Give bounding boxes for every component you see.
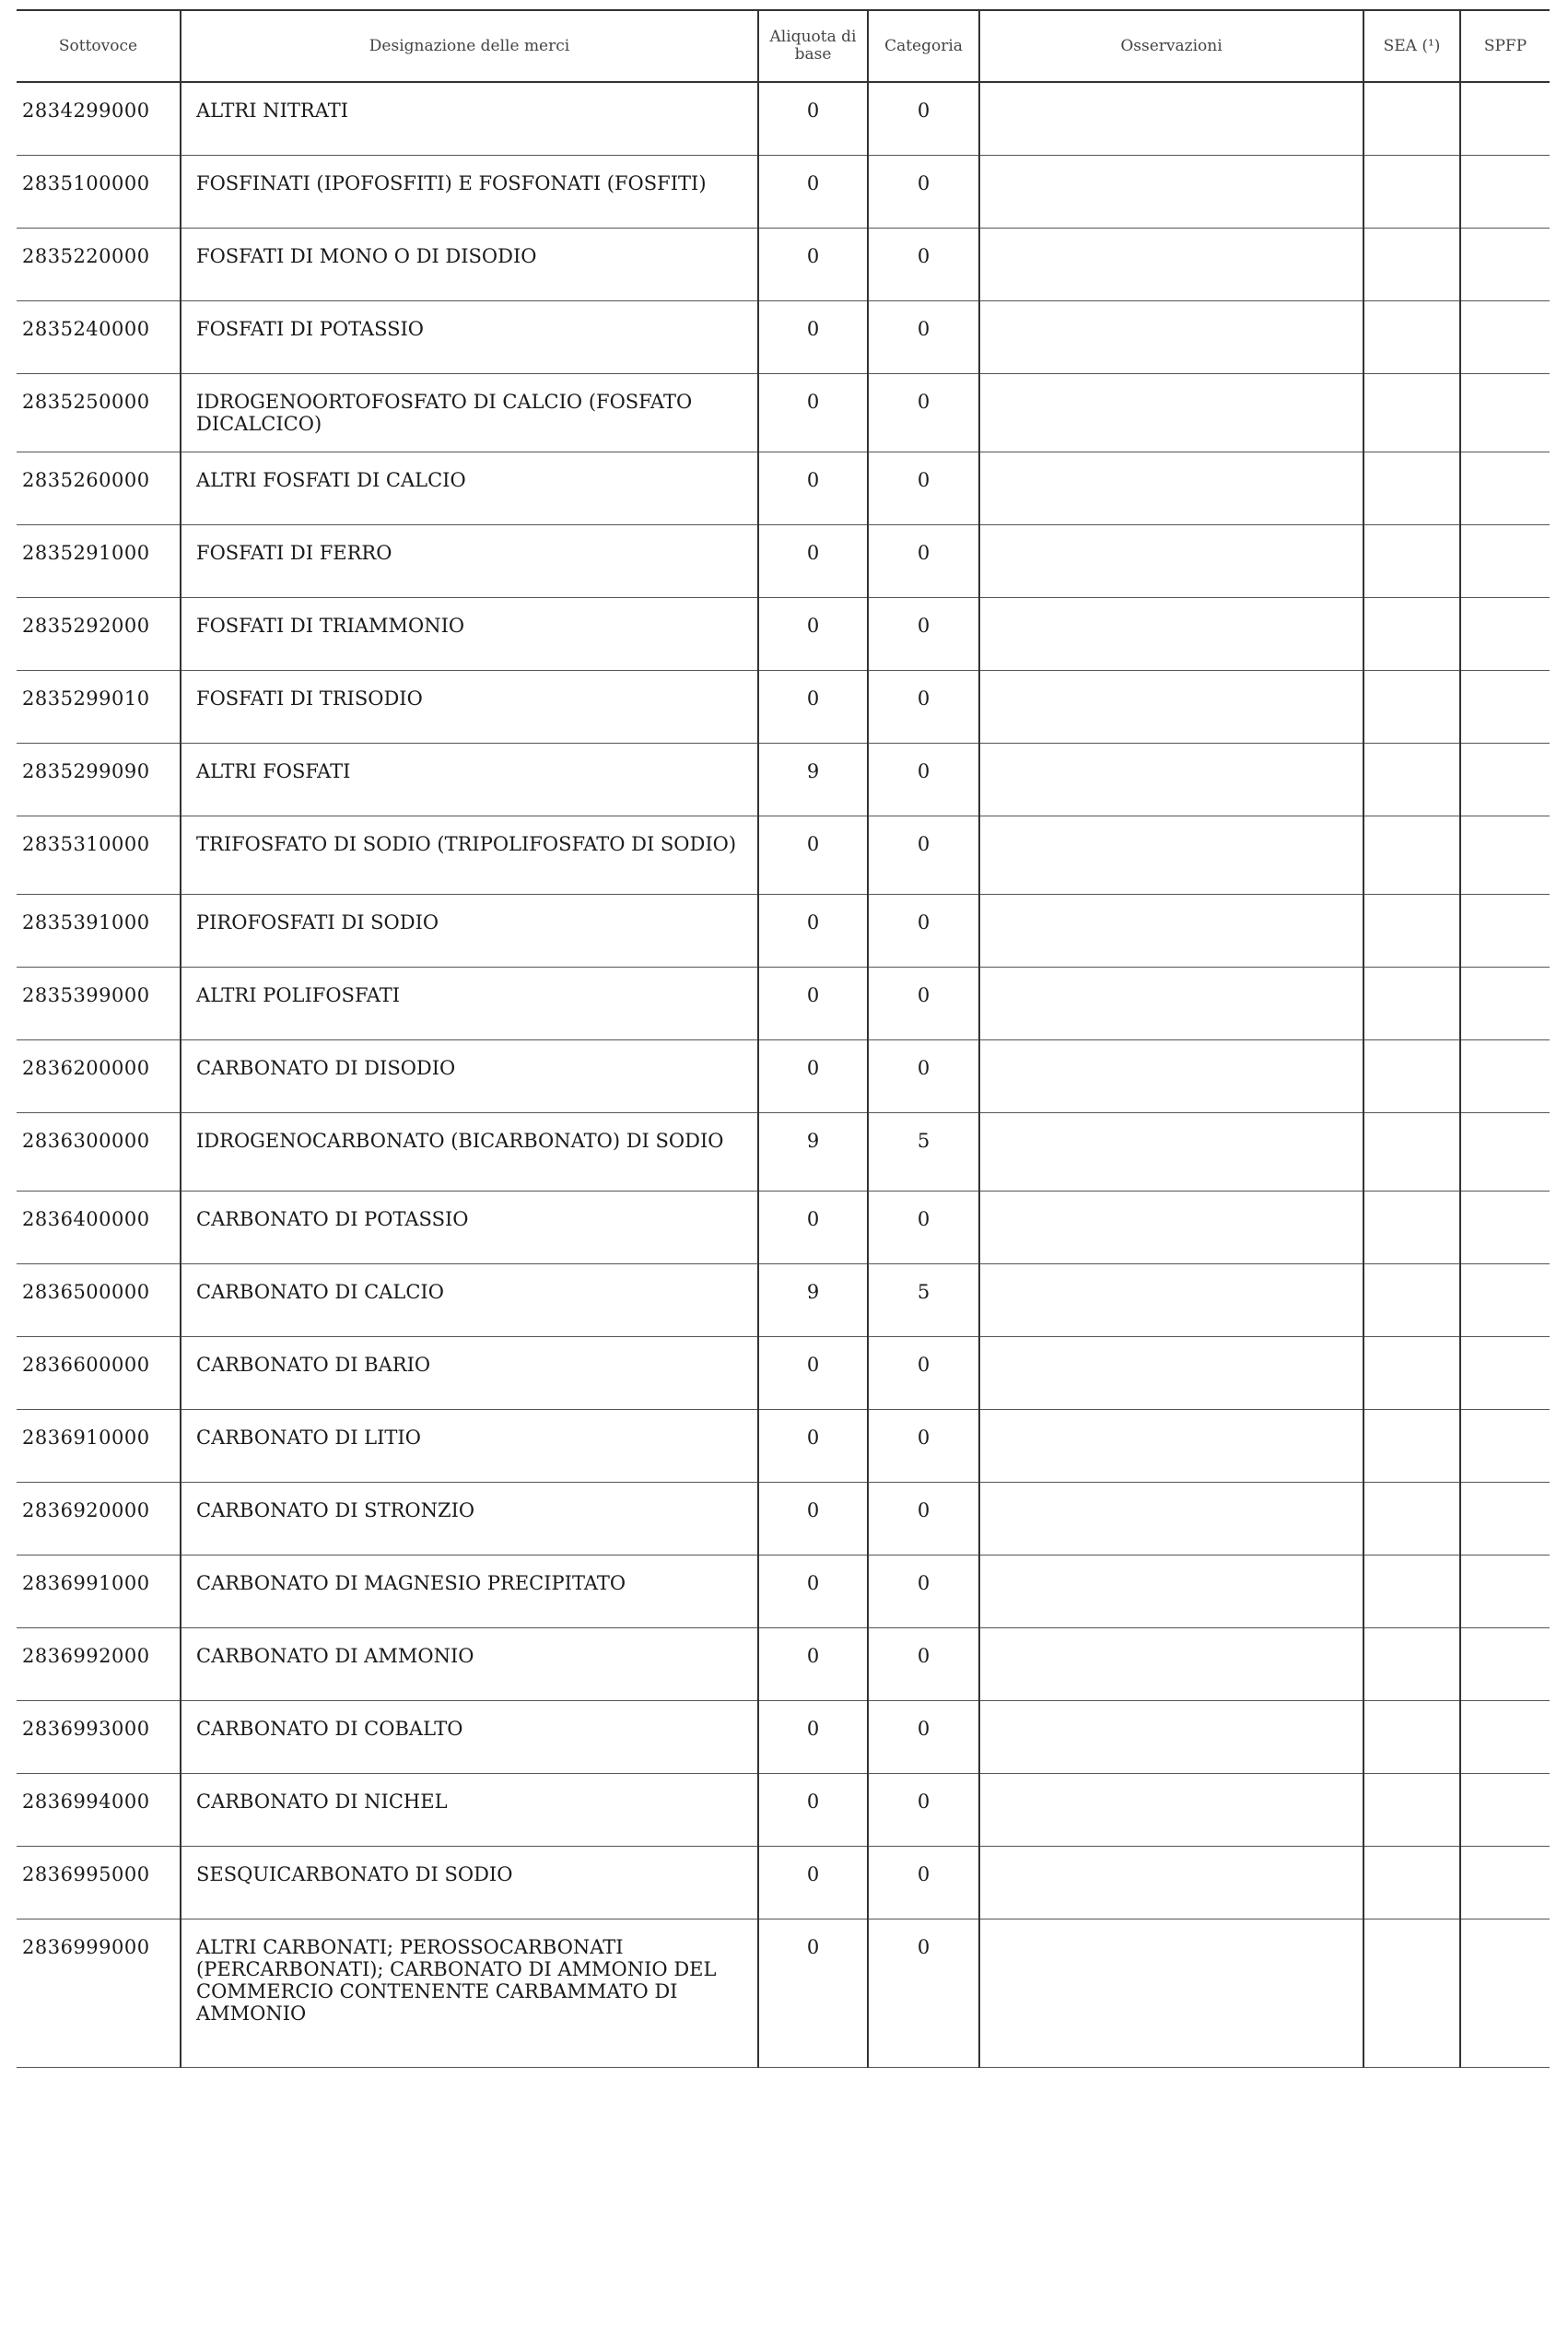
row-sea	[1363, 671, 1460, 744]
row-description: TRIFOSFATO DI SODIO (TRIPOLIFOSFATO DI SODIO)	[181, 816, 758, 895]
row-code: 2836910000	[17, 1410, 181, 1483]
row-aliquota: 0	[758, 1847, 868, 1919]
row-code: 2835310000	[17, 816, 181, 895]
row-categoria: 0	[868, 82, 979, 156]
row-spfp	[1460, 301, 1550, 374]
row-sea	[1363, 598, 1460, 671]
row-description: PIROFOSFATI DI SODIO	[181, 895, 758, 968]
row-aliquota: 9	[758, 1113, 868, 1192]
table-row	[17, 816, 1550, 895]
row-code: 2835299010	[17, 671, 181, 744]
row-categoria: 0	[868, 1483, 979, 1556]
row-osservazioni	[979, 1192, 1363, 1264]
row-spfp	[1460, 1410, 1550, 1483]
table-row	[17, 1410, 1550, 1483]
row-spfp	[1460, 1192, 1550, 1264]
row-aliquota: 9	[758, 744, 868, 816]
row-categoria: 0	[868, 1628, 979, 1701]
row-osservazioni	[979, 968, 1363, 1040]
row-spfp	[1460, 744, 1550, 816]
table-header	[17, 10, 1550, 82]
row-osservazioni	[979, 1919, 1363, 2068]
row-code: 2835292000	[17, 598, 181, 671]
row-spfp	[1460, 1337, 1550, 1410]
row-sea	[1363, 1483, 1460, 1556]
header-sea: SEA (¹)	[1363, 10, 1460, 82]
row-sea	[1363, 1264, 1460, 1337]
row-categoria: 0	[868, 1556, 979, 1628]
row-description: CARBONATO DI CALCIO	[181, 1264, 758, 1337]
row-categoria: 0	[868, 968, 979, 1040]
row-osservazioni	[979, 1628, 1363, 1701]
row-osservazioni	[979, 1701, 1363, 1774]
row-code: 2836995000	[17, 1847, 181, 1919]
row-aliquota: 0	[758, 671, 868, 744]
row-categoria: 0	[868, 1040, 979, 1113]
row-aliquota: 0	[758, 1701, 868, 1774]
table-row	[17, 744, 1550, 816]
row-spfp	[1460, 1701, 1550, 1774]
row-description: IDROGENOCARBONATO (BICARBONATO) DI SODIO	[181, 1113, 758, 1192]
row-osservazioni	[979, 744, 1363, 816]
row-sea	[1363, 1847, 1460, 1919]
row-code: 2835220000	[17, 229, 181, 301]
row-sea	[1363, 1701, 1460, 1774]
row-aliquota: 0	[758, 968, 868, 1040]
row-sea	[1363, 156, 1460, 229]
row-sea	[1363, 452, 1460, 525]
row-osservazioni	[979, 598, 1363, 671]
row-description: ALTRI FOSFATI	[181, 744, 758, 816]
row-categoria: 0	[868, 374, 979, 452]
row-description: CARBONATO DI LITIO	[181, 1410, 758, 1483]
table-row	[17, 525, 1550, 598]
row-spfp	[1460, 452, 1550, 525]
table-row	[17, 374, 1550, 452]
header-aliquota: Aliquota di base	[758, 10, 868, 82]
row-spfp	[1460, 1919, 1550, 2068]
row-osservazioni	[979, 1040, 1363, 1113]
row-osservazioni	[979, 1847, 1363, 1919]
table-row	[17, 671, 1550, 744]
row-sea	[1363, 1919, 1460, 2068]
row-aliquota: 0	[758, 1919, 868, 2068]
row-aliquota: 0	[758, 816, 868, 895]
row-osservazioni	[979, 301, 1363, 374]
row-description: FOSFATI DI MONO O DI DISODIO	[181, 229, 758, 301]
row-description: FOSFATI DI TRIAMMONIO	[181, 598, 758, 671]
row-sea	[1363, 968, 1460, 1040]
row-sea	[1363, 816, 1460, 895]
row-aliquota: 0	[758, 1337, 868, 1410]
row-code: 2834299000	[17, 82, 181, 156]
row-categoria: 0	[868, 301, 979, 374]
table-row	[17, 1483, 1550, 1556]
row-description: FOSFATI DI FERRO	[181, 525, 758, 598]
table-row	[17, 598, 1550, 671]
row-spfp	[1460, 525, 1550, 598]
row-osservazioni	[979, 82, 1363, 156]
row-sea	[1363, 1556, 1460, 1628]
table-row	[17, 1264, 1550, 1337]
row-description: ALTRI POLIFOSFATI	[181, 968, 758, 1040]
row-osservazioni	[979, 525, 1363, 598]
row-aliquota: 0	[758, 156, 868, 229]
row-code: 2836992000	[17, 1628, 181, 1701]
row-code: 2836991000	[17, 1556, 181, 1628]
header-sottovoce: Sottovoce	[17, 10, 181, 82]
row-spfp	[1460, 1628, 1550, 1701]
row-code: 2835260000	[17, 452, 181, 525]
row-description: SESQUICARBONATO DI SODIO	[181, 1847, 758, 1919]
row-description: CARBONATO DI AMMONIO	[181, 1628, 758, 1701]
row-aliquota: 9	[758, 1264, 868, 1337]
row-categoria: 0	[868, 1774, 979, 1847]
row-osservazioni	[979, 1556, 1363, 1628]
row-sea	[1363, 744, 1460, 816]
row-spfp	[1460, 1556, 1550, 1628]
table-row	[17, 1847, 1550, 1919]
table-row	[17, 301, 1550, 374]
row-sea	[1363, 301, 1460, 374]
row-description: CARBONATO DI BARIO	[181, 1337, 758, 1410]
table-row	[17, 156, 1550, 229]
row-sea	[1363, 1774, 1460, 1847]
row-sea	[1363, 525, 1460, 598]
row-code: 2836999000	[17, 1919, 181, 2068]
table-row	[17, 1774, 1550, 1847]
table-row	[17, 1556, 1550, 1628]
header-categoria: Categoria	[868, 10, 979, 82]
row-osservazioni	[979, 452, 1363, 525]
row-code: 2836600000	[17, 1337, 181, 1410]
row-spfp	[1460, 1774, 1550, 1847]
row-code: 2836920000	[17, 1483, 181, 1556]
header-designazione: Designazione delle merci	[181, 10, 758, 82]
row-aliquota: 0	[758, 1192, 868, 1264]
row-description: FOSFATI DI POTASSIO	[181, 301, 758, 374]
row-description: ALTRI FOSFATI DI CALCIO	[181, 452, 758, 525]
table-row	[17, 1919, 1550, 2068]
row-description: FOSFINATI (IPOFOSFITI) E FOSFONATI (FOSFITI)	[181, 156, 758, 229]
row-osservazioni	[979, 374, 1363, 452]
row-categoria: 0	[868, 229, 979, 301]
row-code: 2836300000	[17, 1113, 181, 1192]
row-code: 2836500000	[17, 1264, 181, 1337]
row-categoria: 0	[868, 744, 979, 816]
row-code: 2835240000	[17, 301, 181, 374]
row-spfp	[1460, 1847, 1550, 1919]
row-description: CARBONATO DI STRONZIO	[181, 1483, 758, 1556]
row-code: 2835399000	[17, 968, 181, 1040]
row-spfp	[1460, 156, 1550, 229]
row-description: FOSFATI DI TRISODIO	[181, 671, 758, 744]
table-row	[17, 229, 1550, 301]
row-osservazioni	[979, 816, 1363, 895]
row-osservazioni	[979, 1774, 1363, 1847]
row-description: CARBONATO DI DISODIO	[181, 1040, 758, 1113]
row-description: IDROGENOORTOFOSFATO DI CALCIO (FOSFATO DICALCICO)	[181, 374, 758, 452]
row-description: CARBONATO DI NICHEL	[181, 1774, 758, 1847]
row-description: CARBONATO DI MAGNESIO PRECIPITATO	[181, 1556, 758, 1628]
row-code: 2835291000	[17, 525, 181, 598]
table-row	[17, 1337, 1550, 1410]
row-osservazioni	[979, 1264, 1363, 1337]
row-code: 2835391000	[17, 895, 181, 968]
table-row	[17, 1113, 1550, 1192]
row-spfp	[1460, 671, 1550, 744]
row-categoria: 0	[868, 598, 979, 671]
row-sea	[1363, 1410, 1460, 1483]
row-sea	[1363, 1628, 1460, 1701]
row-osservazioni	[979, 229, 1363, 301]
row-categoria: 0	[868, 452, 979, 525]
row-categoria: 0	[868, 1919, 979, 2068]
table-row	[17, 1628, 1550, 1701]
row-spfp	[1460, 229, 1550, 301]
row-categoria: 0	[868, 1410, 979, 1483]
row-aliquota: 0	[758, 1483, 868, 1556]
row-osservazioni	[979, 895, 1363, 968]
row-categoria: 0	[868, 1701, 979, 1774]
row-code: 2836400000	[17, 1192, 181, 1264]
row-osservazioni	[979, 1483, 1363, 1556]
row-sea	[1363, 895, 1460, 968]
row-categoria: 0	[868, 816, 979, 895]
table-row	[17, 895, 1550, 968]
header-spfp: SPFP	[1460, 10, 1550, 82]
row-osservazioni	[979, 671, 1363, 744]
row-aliquota: 0	[758, 1410, 868, 1483]
row-spfp	[1460, 374, 1550, 452]
row-aliquota: 0	[758, 374, 868, 452]
row-spfp	[1460, 1264, 1550, 1337]
row-spfp	[1460, 1040, 1550, 1113]
row-description: ALTRI NITRATI	[181, 82, 758, 156]
row-spfp	[1460, 895, 1550, 968]
row-code: 2835100000	[17, 156, 181, 229]
row-aliquota: 0	[758, 82, 868, 156]
row-aliquota: 0	[758, 1556, 868, 1628]
row-code: 2836200000	[17, 1040, 181, 1113]
row-aliquota: 0	[758, 525, 868, 598]
row-categoria: 0	[868, 525, 979, 598]
row-code: 2835299090	[17, 744, 181, 816]
row-sea	[1363, 1113, 1460, 1192]
row-sea	[1363, 82, 1460, 156]
table-row	[17, 1192, 1550, 1264]
table-row	[17, 1040, 1550, 1113]
row-aliquota: 0	[758, 452, 868, 525]
row-sea	[1363, 1337, 1460, 1410]
row-spfp	[1460, 598, 1550, 671]
document-page	[17, 9, 1550, 2068]
row-aliquota: 0	[758, 229, 868, 301]
row-sea	[1363, 1040, 1460, 1113]
row-spfp	[1460, 968, 1550, 1040]
row-description: CARBONATO DI POTASSIO	[181, 1192, 758, 1264]
row-categoria: 0	[868, 1337, 979, 1410]
table-row	[17, 452, 1550, 525]
row-code: 2836994000	[17, 1774, 181, 1847]
row-osservazioni	[979, 156, 1363, 229]
row-aliquota: 0	[758, 1628, 868, 1701]
tariff-table	[17, 9, 1550, 2068]
row-aliquota: 0	[758, 895, 868, 968]
row-aliquota: 0	[758, 598, 868, 671]
row-aliquota: 0	[758, 1040, 868, 1113]
row-sea	[1363, 374, 1460, 452]
table-row	[17, 1701, 1550, 1774]
table-row	[17, 968, 1550, 1040]
row-osservazioni	[979, 1113, 1363, 1192]
row-categoria: 5	[868, 1113, 979, 1192]
header-osservazioni: Osservazioni	[979, 10, 1363, 82]
row-categoria: 0	[868, 671, 979, 744]
row-description: CARBONATO DI COBALTO	[181, 1701, 758, 1774]
row-aliquota: 0	[758, 301, 868, 374]
row-spfp	[1460, 82, 1550, 156]
table-row	[17, 82, 1550, 156]
row-spfp	[1460, 1113, 1550, 1192]
row-spfp	[1460, 816, 1550, 895]
row-sea	[1363, 229, 1460, 301]
row-categoria: 5	[868, 1264, 979, 1337]
row-categoria: 0	[868, 1192, 979, 1264]
row-osservazioni	[979, 1337, 1363, 1410]
row-osservazioni	[979, 1410, 1363, 1483]
row-description: ALTRI CARBONATI; PEROSSOCARBONATI (PERCARBONATI); CARBONATO DI AMMONIO DEL COMMERCIO CONTENENTE CARBAMMATO DI AMMONIO	[181, 1919, 758, 2068]
row-categoria: 0	[868, 1847, 979, 1919]
row-categoria: 0	[868, 895, 979, 968]
table-body	[17, 82, 1550, 2068]
row-aliquota: 0	[758, 1774, 868, 1847]
row-spfp	[1460, 1483, 1550, 1556]
row-code: 2836993000	[17, 1701, 181, 1774]
row-code: 2835250000	[17, 374, 181, 452]
row-categoria: 0	[868, 156, 979, 229]
row-sea	[1363, 1192, 1460, 1264]
